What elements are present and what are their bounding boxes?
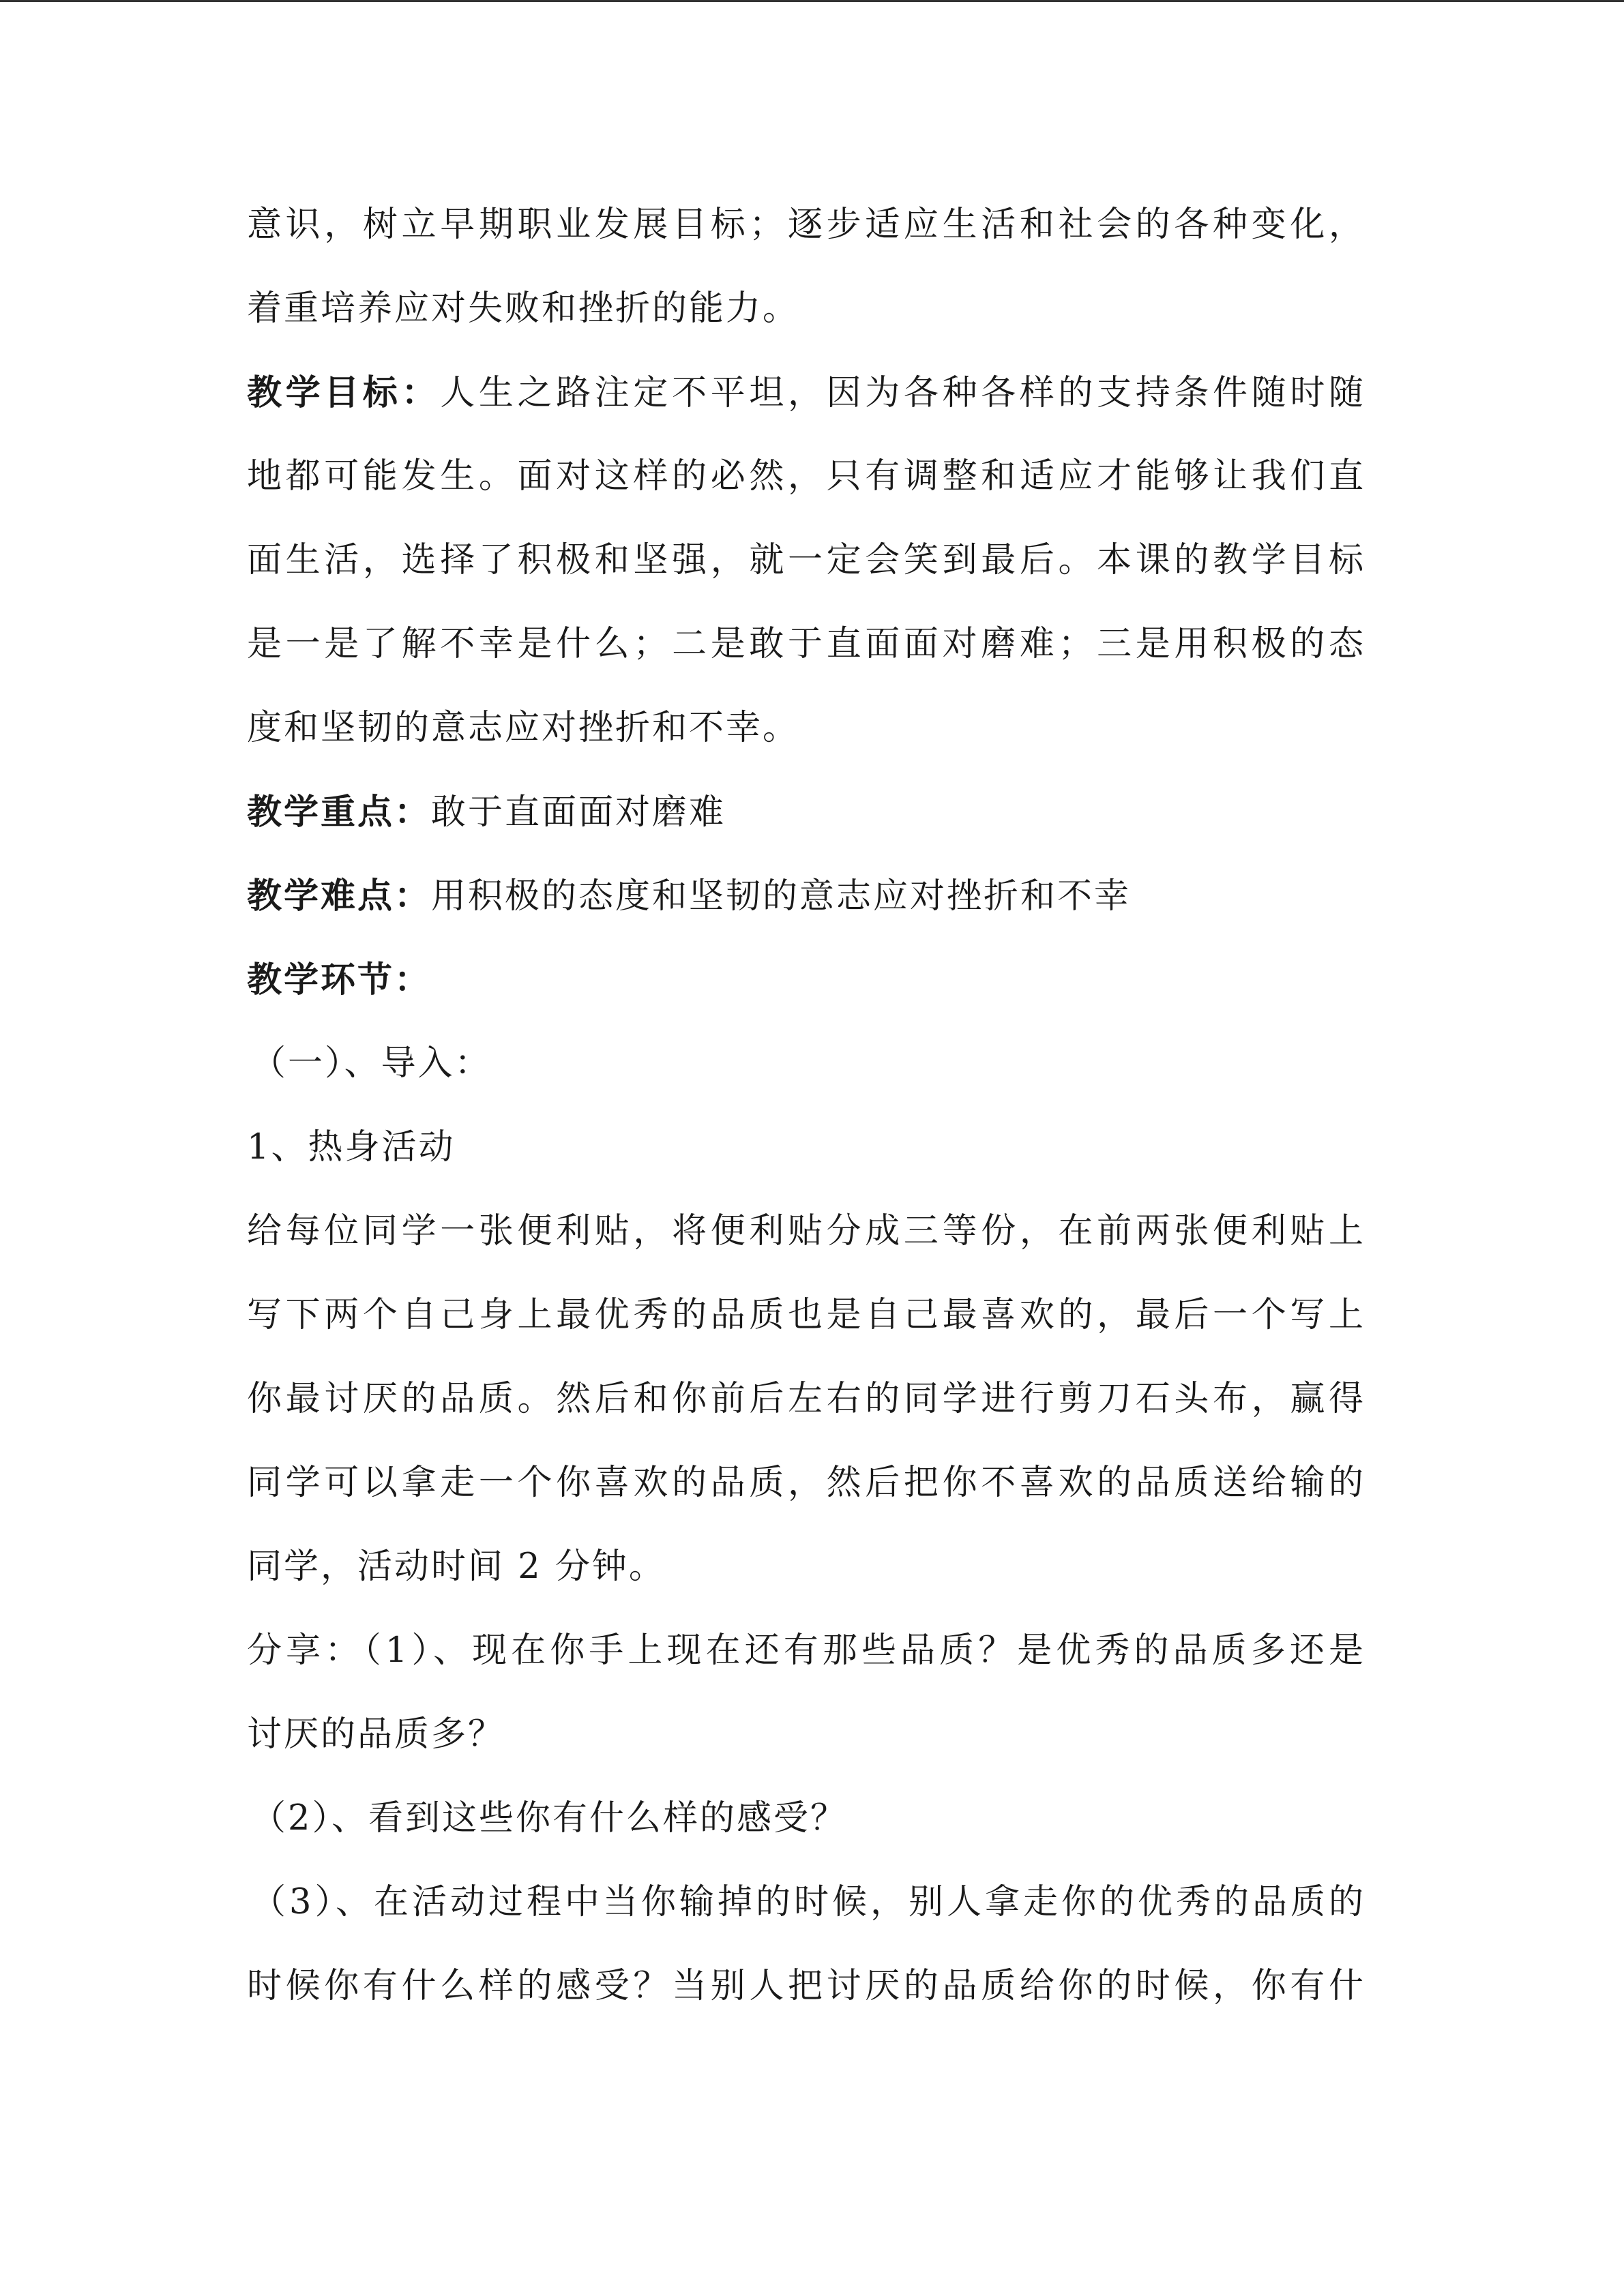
paragraph-line: 写下两个自己身上最优秀的品质也是自己最喜欢的，最后一个写上 bbox=[247, 1295, 1365, 1335]
paragraph-line: 度和坚韧的意志应对挫折和不幸。 bbox=[247, 708, 800, 748]
section-label: 教学目标： bbox=[247, 372, 441, 413]
paragraph-line: 讨厌的品质多？ bbox=[247, 1714, 505, 1755]
subsection-heading: （一）、导入： bbox=[251, 1043, 492, 1084]
paragraph-line: 着重培养应对失败和挫折的能力。 bbox=[247, 288, 800, 329]
activity-heading: 1、热身活动 bbox=[247, 1127, 456, 1167]
section-label: 教学环节： bbox=[247, 959, 432, 1000]
paragraph-line: 意识，树立早期职业发展目标；逐步适应生活和社会的各种变化， bbox=[247, 205, 1365, 245]
paragraph-line: 是一是了解不幸是什么；二是敢于直面面对磨难；三是用积极的态 bbox=[247, 624, 1365, 664]
paragraph-line: 地都可能发生。面对这样的必然，只有调整和适应才能够让我们直 bbox=[247, 456, 1365, 496]
teaching-objective-line: 教学目标：人生之路注定不平坦，因为各种各样的支持条件随时随 bbox=[247, 372, 1365, 413]
paragraph-line: 同学可以拿走一个你喜欢的品质，然后把你不喜欢的品质送给输的 bbox=[247, 1463, 1365, 1503]
share-question-line: （3）、在活动过程中当你输掉的时候，别人拿走你的优秀的品质的 bbox=[251, 1882, 1365, 1922]
paragraph-line: 给每位同学一张便利贴，将便利贴分成三等份，在前两张便利贴上 bbox=[247, 1211, 1365, 1251]
page-top-border bbox=[0, 0, 1624, 2]
teaching-steps-heading bbox=[247, 953, 1365, 1007]
teaching-focus-line: 教学重点：敢于直面面对磨难 bbox=[247, 792, 726, 833]
share-question-line: （2）、看到这些你有什么样的感受？ bbox=[251, 1798, 847, 1838]
section-label: 教学重点： bbox=[247, 792, 432, 833]
paragraph-line: 你最讨厌的品质。然后和你前后左右的同学进行剪刀石头布，赢得 bbox=[247, 1379, 1365, 1419]
paragraph-line: 时候你有什么样的感受？当别人把讨厌的品质给你的时候，你有什 bbox=[247, 1966, 1365, 2006]
paragraph-line: 面生活，选择了积极和坚强，就一定会笑到最后。本课的教学目标 bbox=[247, 540, 1365, 580]
share-question-line: 分享：（1）、现在你手上现在还有那些品质？是优秀的品质多还是 bbox=[247, 1630, 1365, 1671]
section-label: 教学难点： bbox=[247, 876, 432, 916]
teaching-difficulty-line: 教学难点：用积极的态度和坚韧的意志应对挫折和不幸 bbox=[247, 876, 1132, 916]
paragraph-line: 同学，活动时间 2 分钟。 bbox=[247, 1547, 666, 1587]
